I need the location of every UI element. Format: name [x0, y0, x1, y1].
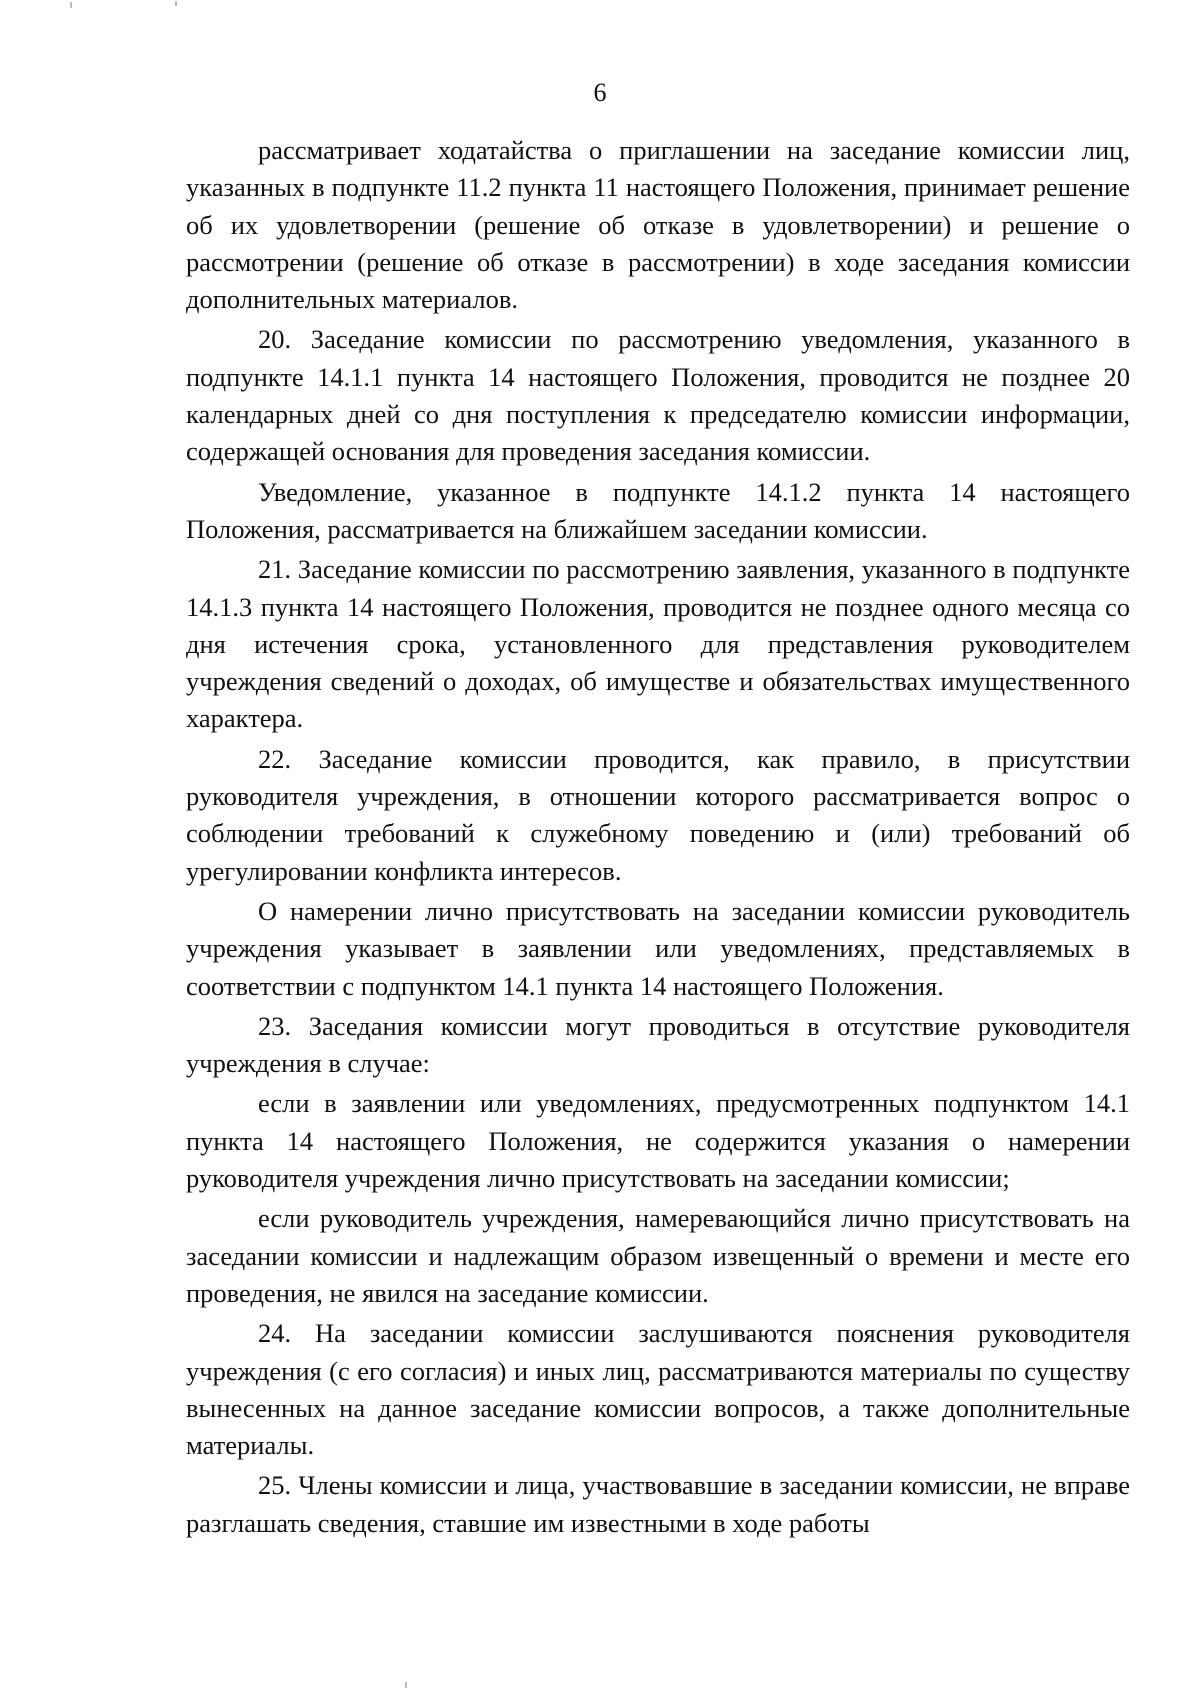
paragraph-23-case-b: если руководитель учреждения, намеревающийся лично присутствовать на заседании комиссии и надлежащим образом извещенный о времени и месте его проведения, не явился на заседание комиссии. — [186, 1203, 1130, 1308]
paragraph-22-intent: О намерении лично присутствовать на заседании комиссии руководитель учреждения указывает в заявлении или уведомлениях, представляемых в соответствии с подпунктом 14.1 пункта 14 настоящего Положения. — [186, 895, 1130, 1001]
scan-artifact — [70, 2, 72, 8]
paragraph-22: 22. Заседание комиссии проводится, как правило, в присутствии руководителя учреждения, в отношении которого рассматривается вопрос о соблюдении требований к служебному поведению и (или) требований об урегулировании конфликта интересов. — [186, 743, 1130, 886]
paragraph-23: 23. Заседания комиссии могут проводиться в отсутствие руководителя учреждения в случае: — [186, 1010, 1130, 1079]
paragraph-21: 21. Заседание комиссии по рассмотрению заявления, указанного в подпункте 14.1.3 пункта 14 настоящего Положения, проводится не позднее одного месяца со дня истечения срока, установленного для представления руководителем учреждения сведений о доходах, об имуществе и обязательствах имущественного характера. — [186, 554, 1130, 734]
paragraph-continued: рассматривает ходатайства о приглашении на заседание комиссии лиц, указанных в подпункте 11.2 пункта 11 настоящего Положения, принимает решение об их удовлетворении (решение об отказе в удовлетворении) и решение о рассмотрении (решение об отказе в рассмотрении) в ходе заседания комиссии дополнительных материалов. — [186, 135, 1130, 315]
paragraph-24: 24. На заседании комиссии заслушиваются пояснения руководителя учреждения (с его согласия) и иных лиц, рассматриваются материалы по существу вынесенных на данное заседание комиссии вопросов, а также дополнительные материалы. — [186, 1318, 1130, 1461]
scan-artifact — [405, 1682, 407, 1688]
paragraph-20-notice: Уведомление, указанное в подпункте 14.1.2 пункта 14 настоящего Положения, рассматривается на ближайшем заседании комиссии. — [186, 476, 1130, 544]
page-number: 6 — [593, 78, 607, 107]
document-body — [186, 132, 1130, 1542]
scan-artifact — [175, 1, 177, 6]
paragraph-20: 20. Заседание комиссии по рассмотрению уведомления, указанного в подпункте 14.1.1 пункта 14 настоящего Положения, проводится не позднее 20 календарных дней со дня поступления к председателю комиссии информации, содержащей основания для проведения заседания комиссии. — [186, 324, 1130, 467]
paragraph-23-case-a: если в заявлении или уведомлениях, предусмотренных подпунктом 14.1 пункта 14 настоящего Положения, не содержится указания о намерении руководителя учреждения лично присутствовать на заседании комиссии; — [186, 1088, 1130, 1194]
paragraph-25: 25. Члены комиссии и лица, участвовавшие в заседании комиссии, не вправе разглашать сведения, ставшие им известными в ходе работы — [186, 1470, 1130, 1538]
